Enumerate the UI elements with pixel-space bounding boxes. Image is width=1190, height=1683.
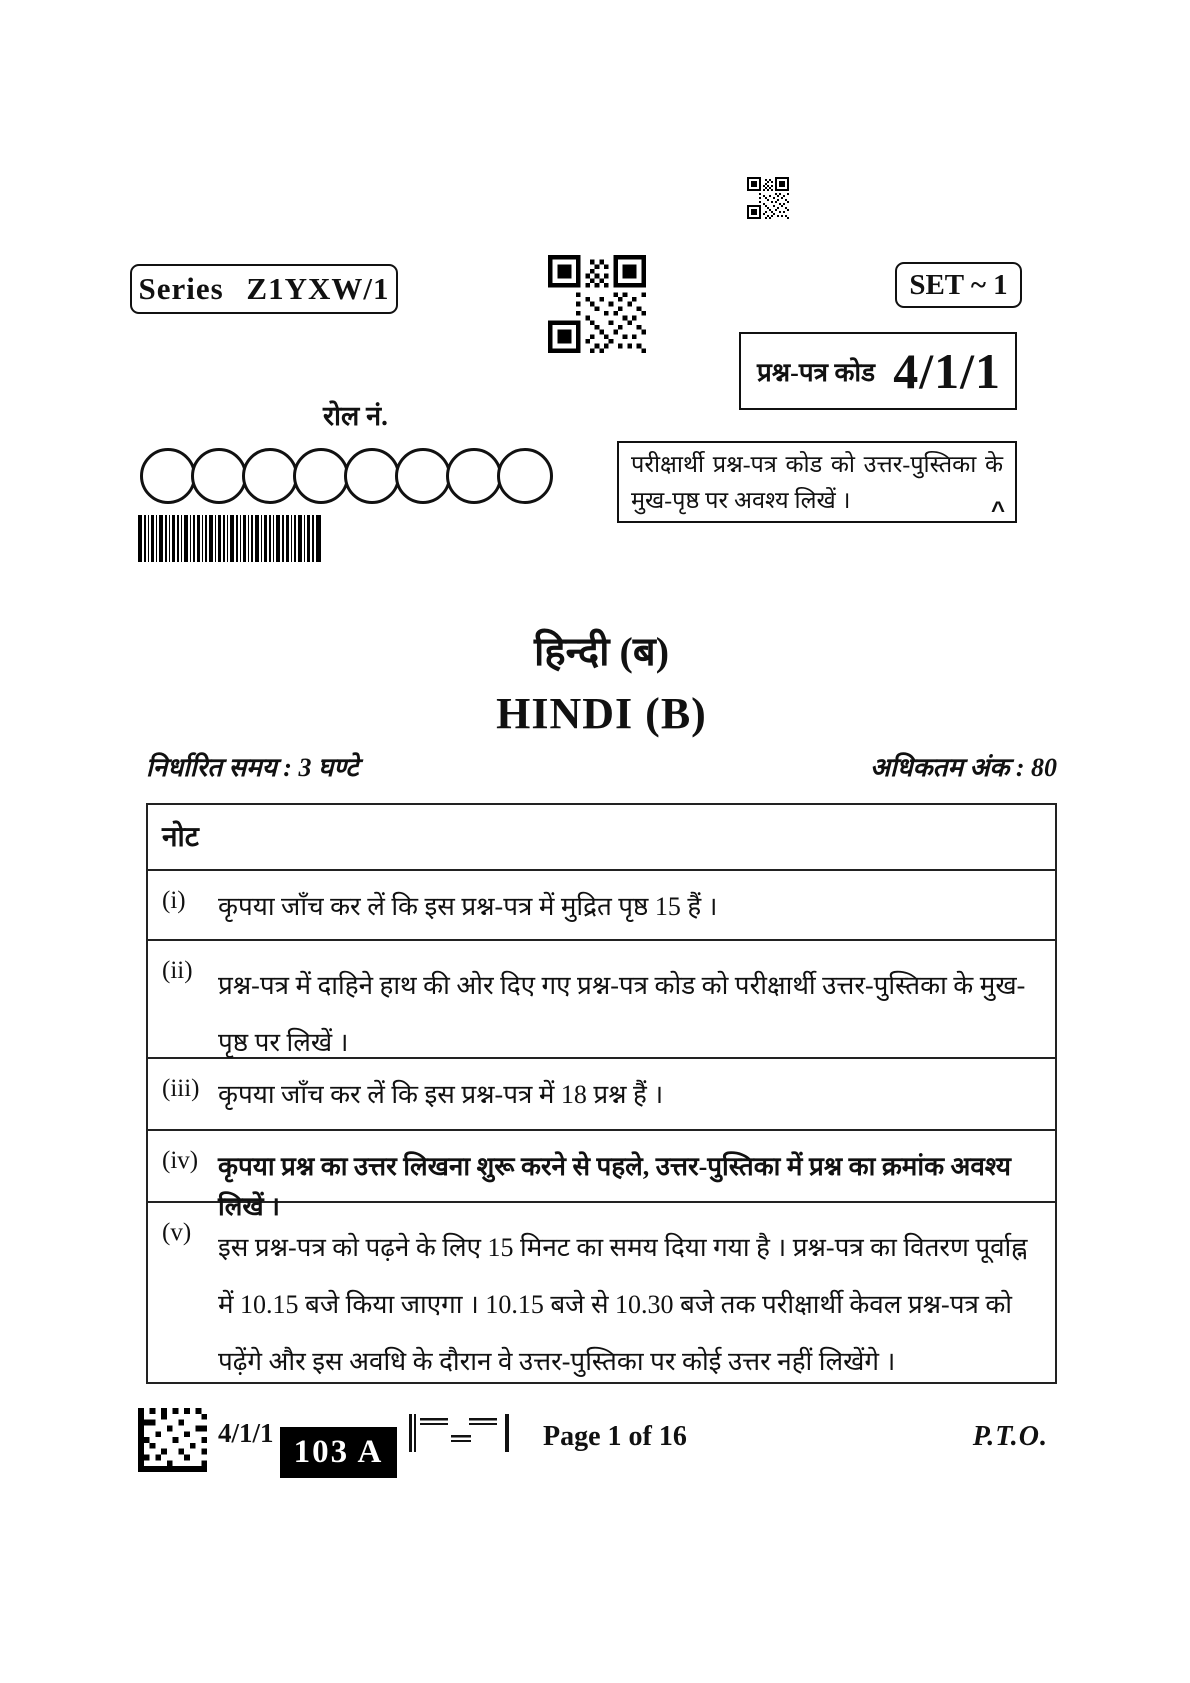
note-row <box>148 869 1055 939</box>
roll-bubble <box>140 448 196 504</box>
note-row <box>148 1201 1055 1382</box>
note-item-text: इस प्रश्न-पत्र को पढ़ने के लिए 15 मिनट का समय दिया गया है । प्रश्न-पत्र का वितरण पूर्वाह्न में 10.15 बजे किया जाएगा । 10.15 बजे से 10.30 बजे तक परीक्षार्थी केवल प्रश्न-पत्र को पढ़ेंगे और इस अवधि के दौरान वे उत्तर-पुस्तिका पर कोई उत्तर नहीं लिखेंगे । <box>218 1233 1028 1376</box>
note-table <box>146 803 1057 1384</box>
roll-bubble <box>191 448 247 504</box>
datamatrix-code <box>138 1408 207 1472</box>
note-header: नोट <box>162 822 199 853</box>
footer-paper-code: 4/1/1 <box>218 1418 274 1448</box>
set-box <box>895 262 1022 308</box>
note-row <box>148 939 1055 1057</box>
title-hindi: हिन्दी (ब) <box>533 629 670 674</box>
footer-center-code: 103 A <box>293 1434 384 1470</box>
note-item-number: (iv) <box>162 1147 199 1174</box>
qr-code-main <box>548 252 646 356</box>
note-item-text: प्रश्न-पत्र में दाहिने हाथ की ओर दिए गए प्रश्न-पत्र कोड को परीक्षार्थी उत्तर-पुस्तिका के मुख-पृष्ठ पर लिखें । <box>218 971 1026 1057</box>
time-allowed: निर्धारित समय : 3 घण्टे <box>146 753 359 782</box>
caret-mark: ^ <box>990 497 1005 524</box>
qr-code-small <box>747 176 789 220</box>
paper-code-value: 4/1/1 <box>893 343 1001 399</box>
registration-mark <box>409 1414 511 1452</box>
roll-bubble <box>242 448 298 504</box>
roll-bubble <box>344 448 400 504</box>
note-item-text: कृपया जाँच कर लें कि इस प्रश्न-पत्र में मुद्रित पृष्ठ 15 हैं । <box>218 892 718 921</box>
note-item-number: (ii) <box>162 957 193 984</box>
roll-bubble <box>446 448 502 504</box>
roll-number-bubbles <box>140 448 548 504</box>
paper-code-label: प्रश्न-पत्र कोड <box>757 358 876 387</box>
roll-bubble <box>395 448 451 504</box>
roll-number-label: रोल नं. <box>323 401 388 431</box>
roll-bubble <box>497 448 553 504</box>
title-english: HINDI (B) <box>496 689 707 738</box>
code-instruction-text: परीक्षार्थी प्रश्न-पत्र कोड को उत्तर-पुस्तिका के मुख-पृष्ठ पर अवश्य लिखें । <box>631 452 1003 514</box>
set-label: SET ~ 1 <box>909 268 1008 301</box>
note-row <box>148 1057 1055 1129</box>
note-item-text: कृपया प्रश्न का उत्तर लिखना शुरू करने से पहले, उत्तर-पुस्तिका में प्रश्न का क्रमांक अवश्य लिखें । <box>218 1152 1012 1221</box>
series-box <box>130 264 398 314</box>
note-item-number: (i) <box>162 887 186 914</box>
code-instruction-box <box>617 441 1017 523</box>
pto-label: P.T.O. <box>972 1421 1048 1452</box>
roll-bubble <box>293 448 349 504</box>
note-item-number: (v) <box>162 1219 192 1246</box>
max-marks: अधिकतम अंक : 80 <box>870 753 1057 782</box>
note-item-text: कृपया जाँच कर लें कि इस प्रश्न-पत्र में 18 प्रश्न हैं । <box>218 1080 664 1109</box>
note-item-number: (iii) <box>162 1075 200 1102</box>
note-row <box>148 1129 1055 1221</box>
page-number: Page 1 of 16 <box>543 1421 687 1452</box>
paper-code-box <box>739 332 1017 410</box>
barcode <box>138 515 322 562</box>
meta-row <box>146 748 1057 784</box>
footer-center-code-box <box>280 1427 397 1478</box>
series-label: Series Z1YXW/1 <box>138 271 390 306</box>
